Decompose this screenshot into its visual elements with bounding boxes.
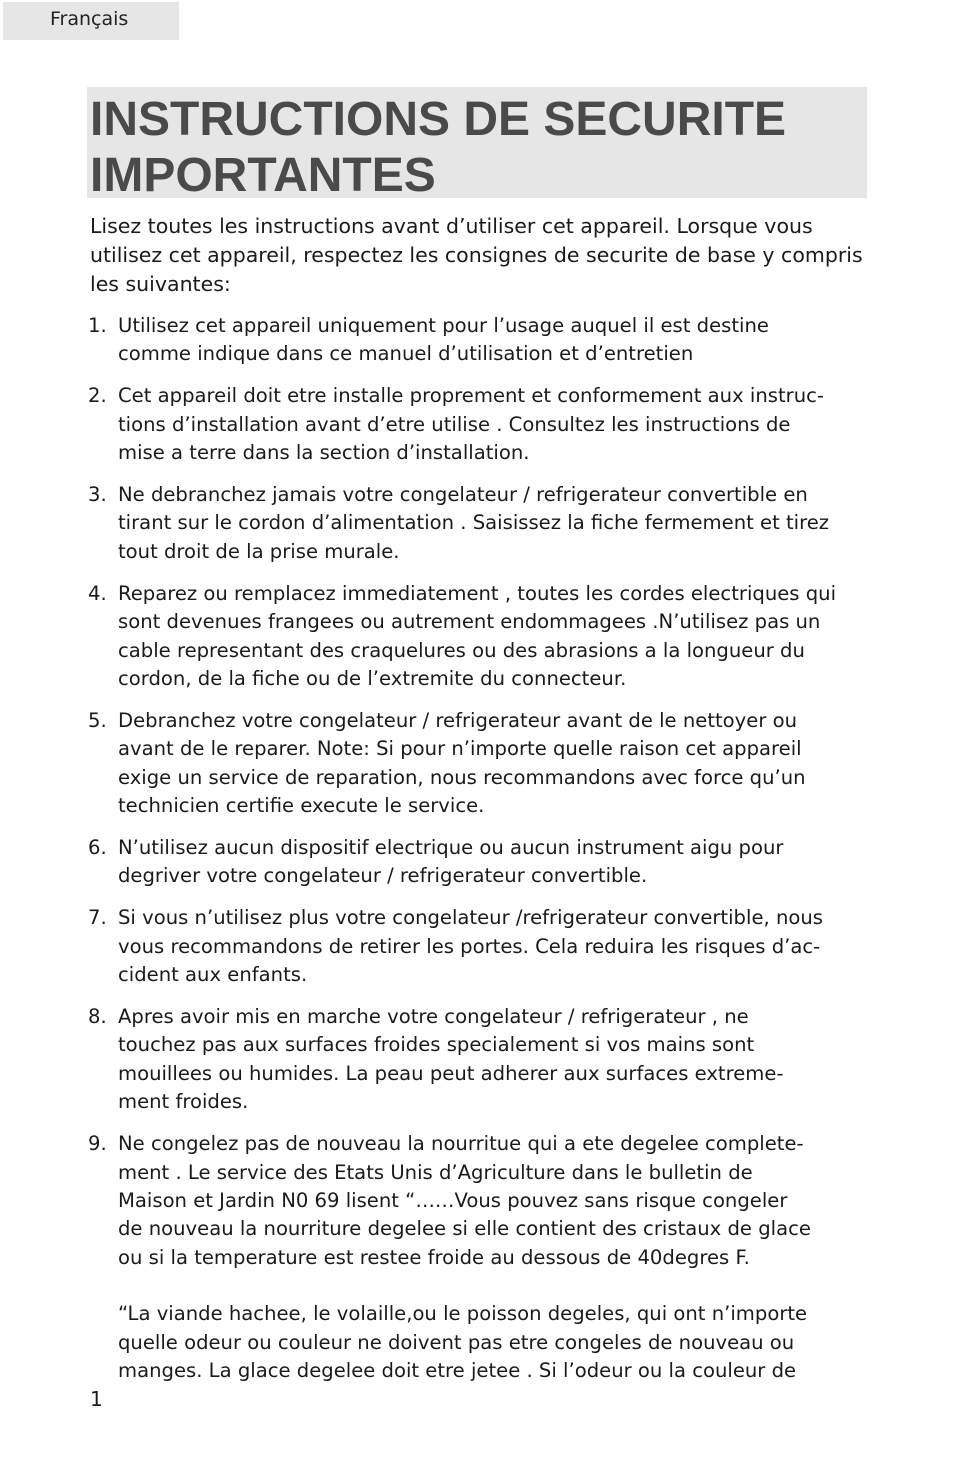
list-item-text: Cet appareil doit etre installe proprement et conformement aux instruc- tions d’installation avant d’etre utilise . Consultez les instructions de mise a terre dans la section d’installation. (118, 384, 824, 465)
safety-instructions-list (88, 312, 878, 1399)
list-item-number: 4. (88, 581, 107, 605)
page-title (90, 92, 860, 204)
list-item (88, 481, 878, 566)
list-item (88, 382, 878, 467)
list-item-number: 6. (88, 836, 107, 859)
list-item (88, 312, 878, 369)
list-item-text: Reparez ou remplacez immediatement , toutes les cordes electriques qui sont devenues frangees ou autrement endommagees .N’utilisez pas un cable representant des craquelures ou des abrasions a la longueur du cordon, de la fiche ou de l’extremite du connecteur. (118, 581, 837, 690)
list-item (88, 834, 878, 891)
list-item (88, 1003, 878, 1117)
language-tab: Français (3, 2, 179, 40)
list-item-text: Si vous n’utilisez plus votre congelateur /refrigerateur convertible, nous vous recommandons de retirer les portes. Cela reduira les risques d’ac- cident aux enfants. (118, 906, 823, 987)
list-item (88, 1130, 878, 1385)
list-item-number: 9. (88, 1132, 107, 1156)
list-item-number: 1. (88, 314, 107, 337)
list-item-number: 8. (88, 1005, 107, 1029)
list-item-number: 2. (88, 384, 107, 408)
list-item-text: Ne debranchez jamais votre congelateur / refrigerateur convertible en tirant sur le cordon d’alimentation . Saisissez la fiche fermement et tirez tout droit de la prise murale. (118, 483, 830, 563)
list-item (88, 580, 878, 694)
list-item-number: 7. (88, 906, 107, 930)
list-item-quote-text: “La viande hachee, le volaille,ou le poisson degeles, qui ont n’importe quelle odeur ou couleur ne doivent pas etre congeles de nouveau ou manges. La glace degelee doit etre jetee . Si l’odeur ou la couleur de (118, 1302, 808, 1382)
page-number: 1 (90, 1387, 103, 1411)
list-item-text: Utilisez cet appareil uniquement pour l’usage auquel il est destine comme indique dans ce manuel d’utilisation et d’entretien (118, 314, 769, 366)
page-title-line-1: INSTRUCTIONS DE SECURITE (90, 93, 787, 146)
list-item (88, 904, 878, 989)
list-item-text: N’utilisez aucun dispositif electrique ou aucun instrument aigu pour degriver votre congelateur / refrigerateur convertible. (118, 836, 784, 888)
list-item-text: Apres avoir mis en marche votre congelateur / refrigerateur , ne touchez pas aux surfaces froides specialement si vos mains sont mouillees ou humides. La peau peut adherer aux surfaces extreme- ment froides. (118, 1005, 784, 1114)
list-item-text: Ne congelez pas de nouveau la nourritue qui a ete degelee complete- ment . Le service des Etats Unis d’Agriculture dans le bulletin de Maison et Jardin N0 69 lisent “……Vous pouvez sans risque congeler de nouveau la nourriture degelee si elle contient des cristaux de glace ou si la temperature est restee froide au dessous de 40degres F. (118, 1132, 811, 1269)
intro-paragraph: Lisez toutes les instructions avant d’utiliser cet appareil. Lorsque vous utilisez cet appareil, respectez les consignes de securite de base y compris les suivantes: (90, 214, 863, 296)
list-item-text: Debranchez votre congelateur / refrigerateur avant de le nettoyer ou avant de le reparer. Note: Si pour n’importe quelle raison cet appareil exige un service de reparation, nous recommandons avec force qu’un technicien certifie execute le service. (118, 708, 806, 818)
list-item-number: 3. (88, 483, 107, 507)
list-item (88, 707, 878, 821)
list-item-number: 5. (88, 708, 107, 732)
page-title-line-2: IMPORTANTES (90, 149, 436, 202)
